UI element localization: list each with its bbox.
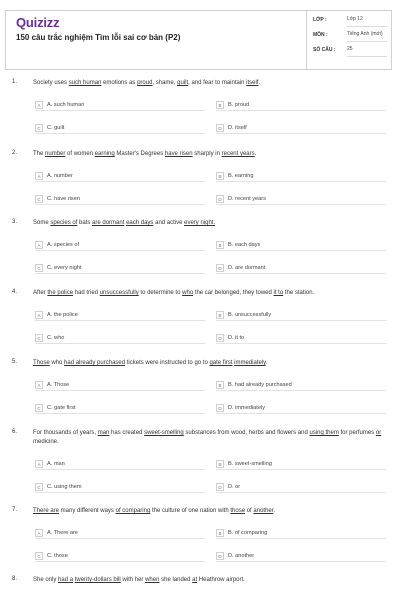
option-letter-box: D	[216, 264, 224, 272]
answer-option-c[interactable]	[35, 194, 205, 205]
answer-option-b[interactable]	[216, 100, 386, 111]
option-label: A. There are	[47, 530, 78, 536]
text-segment: tickets were instructed to go to	[125, 360, 210, 366]
question-number: 4.	[12, 289, 18, 295]
answer-option-b[interactable]	[216, 171, 386, 182]
answer-option-a[interactable]	[35, 459, 205, 470]
option-letter-box: B	[216, 381, 224, 389]
question-text	[33, 289, 391, 298]
underlined-segment: at	[192, 577, 198, 583]
underlined-segment: number	[45, 151, 66, 157]
answer-option-d[interactable]	[216, 551, 386, 562]
option-label: C. have risen	[47, 196, 80, 202]
text-segment: Master's Degrees	[114, 151, 165, 157]
question-text	[33, 79, 391, 88]
question-text	[33, 576, 391, 585]
underlined-segment: recent years	[221, 151, 255, 157]
option-label: C. every night	[47, 265, 82, 271]
question-number: 3.	[12, 219, 18, 225]
option-label: C. who	[47, 335, 65, 341]
question-number: 2.	[12, 150, 18, 156]
answer-option-c[interactable]	[35, 263, 205, 274]
option-letter-box: C	[35, 334, 43, 342]
text-segment: .	[254, 151, 257, 157]
text-segment: .	[258, 80, 261, 86]
answer-option-a[interactable]	[35, 100, 205, 111]
text-segment: bats	[77, 220, 93, 226]
question-number: 5.	[12, 359, 18, 365]
option-letter-box: A	[35, 101, 43, 109]
underlined-segment: who	[182, 290, 194, 296]
option-letter-box: B	[216, 529, 224, 537]
underlined-segment: those	[230, 508, 246, 514]
text-segment: She only	[33, 577, 59, 583]
answer-option-c[interactable]	[35, 333, 205, 344]
option-letter-box: C	[35, 195, 43, 203]
option-label: C. using them	[47, 484, 82, 490]
meta-row-count	[307, 43, 393, 58]
option-label: D. recent years	[228, 196, 266, 202]
meta-label-subject: MÔN :	[313, 32, 328, 38]
text-segment: of women	[65, 151, 95, 157]
text-segment: and active	[153, 220, 185, 226]
option-letter-box: C	[35, 552, 43, 560]
answer-option-d[interactable]	[216, 333, 386, 344]
question-number: 1.	[12, 79, 18, 85]
option-label: B. unsuccessfully	[228, 312, 272, 318]
underlined-segment: or	[375, 430, 382, 436]
meta-label-class: LỚP :	[313, 17, 327, 23]
question-number: 7.	[12, 507, 18, 513]
answer-option-a[interactable]	[35, 171, 205, 182]
answer-option-a[interactable]	[35, 310, 205, 321]
option-label: D. are dormant	[228, 265, 266, 271]
answer-option-c[interactable]	[35, 482, 205, 493]
text-segment: for perfumes	[338, 430, 376, 436]
option-letter-box: D	[216, 124, 224, 132]
question-text	[33, 150, 391, 159]
option-label: B. had already purchased	[228, 382, 292, 388]
option-label: A. the police	[47, 312, 78, 318]
underlined-segment: are dormant	[92, 220, 125, 226]
worksheet-header	[5, 10, 392, 70]
text-segment: who	[49, 360, 65, 366]
option-letter-box: B	[216, 311, 224, 319]
answer-option-b[interactable]	[216, 459, 386, 470]
option-label: A. man	[47, 461, 65, 467]
meta-label-count: SỐ CÂU :	[313, 47, 336, 53]
underlined-segment: using them	[309, 430, 339, 436]
underlined-segment: when	[145, 577, 160, 583]
text-segment: Heathrow airport.	[197, 577, 245, 583]
option-label: D. it to	[228, 335, 245, 341]
underlined-segment: species of	[50, 220, 78, 226]
text-segment: .	[273, 508, 276, 514]
meta-row-class	[307, 13, 393, 28]
underlined-segment: twenty-dollars bill	[74, 577, 121, 583]
answer-option-b[interactable]	[216, 240, 386, 251]
question-text	[33, 359, 391, 368]
underlined-segment: it to	[273, 290, 284, 296]
answer-option-a[interactable]	[35, 528, 205, 539]
option-letter-box: A	[35, 381, 43, 389]
text-segment: , shame,	[152, 80, 178, 86]
option-letter-box: D	[216, 483, 224, 491]
option-label: B. sweet-smelling	[228, 461, 272, 467]
underlined-segment: sweet-smelling	[144, 430, 184, 436]
text-segment: to determine to	[138, 290, 183, 296]
option-letter-box: B	[216, 101, 224, 109]
text-segment: many different ways	[59, 508, 116, 514]
underlined-segment: There are	[33, 508, 60, 514]
text-segment: Society uses	[33, 80, 69, 86]
underlined-segment: guilt	[177, 80, 189, 86]
option-letter-box: C	[35, 404, 43, 412]
option-letter-box: D	[216, 195, 224, 203]
option-label: A. number	[47, 173, 73, 179]
option-label: A. species of	[47, 242, 80, 248]
answer-option-b[interactable]	[216, 310, 386, 321]
text-segment: The	[33, 151, 46, 157]
answer-option-a[interactable]	[35, 380, 205, 391]
question-text	[33, 219, 391, 228]
underlined-segment: man	[97, 430, 110, 436]
underlined-segment: gate first	[209, 360, 233, 366]
option-label: B. each days	[228, 242, 261, 248]
text-segment: emotions as	[101, 80, 138, 86]
meta-value-count: 25	[347, 43, 387, 57]
option-letter-box: B	[216, 241, 224, 249]
text-segment: had tried	[73, 290, 100, 296]
underlined-segment: Those	[33, 360, 50, 366]
answer-option-c[interactable]	[35, 403, 205, 414]
option-letter-box: B	[216, 460, 224, 468]
option-letter-box: C	[35, 124, 43, 132]
answer-option-c[interactable]	[35, 551, 205, 562]
underlined-segment: every night.	[184, 220, 216, 226]
text-segment: with her	[120, 577, 146, 583]
underlined-segment: such human	[68, 80, 102, 86]
option-letter-box: A	[35, 460, 43, 468]
answer-option-d[interactable]	[216, 403, 386, 414]
underlined-segment: proud	[137, 80, 153, 86]
question-text	[33, 429, 391, 447]
option-letter-box: A	[35, 241, 43, 249]
text-segment: substances from wood, herbs and flowers and	[183, 430, 310, 436]
underlined-segment: have risen	[164, 151, 193, 157]
option-label: A. Those	[47, 382, 70, 388]
option-label: A. such human	[47, 102, 85, 108]
text-segment: the station.	[283, 290, 315, 296]
quizizz-logo: Quizizz	[16, 15, 60, 30]
meta-box	[306, 11, 392, 69]
option-label: B. proud	[228, 102, 250, 108]
text-segment: has created	[109, 430, 145, 436]
underlined-segment: had a	[58, 577, 74, 583]
option-label: B. of comparing	[228, 530, 268, 536]
text-segment: sharply in	[192, 151, 222, 157]
option-letter-box: D	[216, 552, 224, 560]
answer-option-d[interactable]	[216, 482, 386, 493]
text-segment: the culture of one nation with	[150, 508, 231, 514]
option-label: D. immediately	[228, 405, 265, 411]
option-label: C. gate first	[47, 405, 76, 411]
answer-option-a[interactable]	[35, 240, 205, 251]
answer-option-b[interactable]	[216, 380, 386, 391]
text-segment: medicine.	[33, 439, 59, 445]
option-label: D. itself	[228, 125, 247, 131]
text-segment: For thousands of years,	[33, 430, 98, 436]
answer-option-b[interactable]	[216, 528, 386, 539]
option-letter-box: A	[35, 529, 43, 537]
question-number: 6.	[12, 429, 18, 435]
meta-value-class: Lớp 12	[347, 13, 387, 27]
underlined-segment: of comparing	[115, 508, 151, 514]
text-segment: After	[33, 290, 48, 296]
option-letter-box: D	[216, 404, 224, 412]
option-letter-box: A	[35, 172, 43, 180]
meta-row-subject	[307, 28, 393, 43]
underlined-segment: the police	[47, 290, 74, 296]
answer-option-d[interactable]	[216, 194, 386, 205]
underlined-segment: earning	[94, 151, 115, 157]
underlined-segment: immediately	[234, 360, 266, 366]
text-segment: Some	[33, 220, 51, 226]
text-segment: she landed	[159, 577, 193, 583]
answer-option-d[interactable]	[216, 123, 386, 134]
question-text	[33, 507, 391, 516]
option-label: C. those	[47, 553, 68, 559]
option-letter-box: B	[216, 172, 224, 180]
option-letter-box: D	[216, 334, 224, 342]
underlined-segment: had already purchased	[64, 360, 126, 366]
option-label: D. another	[228, 553, 255, 559]
underlined-segment: itself	[246, 80, 259, 86]
worksheet-title: 150 câu trắc nghiệm Tìm lỗi sai cơ bản (P2)	[16, 33, 181, 42]
text-segment: of	[245, 508, 254, 514]
underlined-segment: another	[253, 508, 274, 514]
text-segment: .	[265, 360, 268, 366]
answer-option-d[interactable]	[216, 263, 386, 274]
underlined-segment: unsuccessfully	[99, 290, 139, 296]
question-number: 8.	[12, 576, 18, 582]
text-segment: , and fear to maintain	[188, 80, 247, 86]
meta-value-subject: Tiếng Anh (mới)	[347, 28, 387, 42]
option-label: C. guilt	[47, 125, 65, 131]
option-letter-box: C	[35, 483, 43, 491]
option-label: D. or	[228, 484, 241, 490]
text-segment: the car belonged, they towed	[193, 290, 274, 296]
option-letter-box: C	[35, 264, 43, 272]
underlined-segment: each days	[126, 220, 154, 226]
answer-option-c[interactable]	[35, 123, 205, 134]
option-letter-box: A	[35, 311, 43, 319]
option-label: B. earning	[228, 173, 254, 179]
